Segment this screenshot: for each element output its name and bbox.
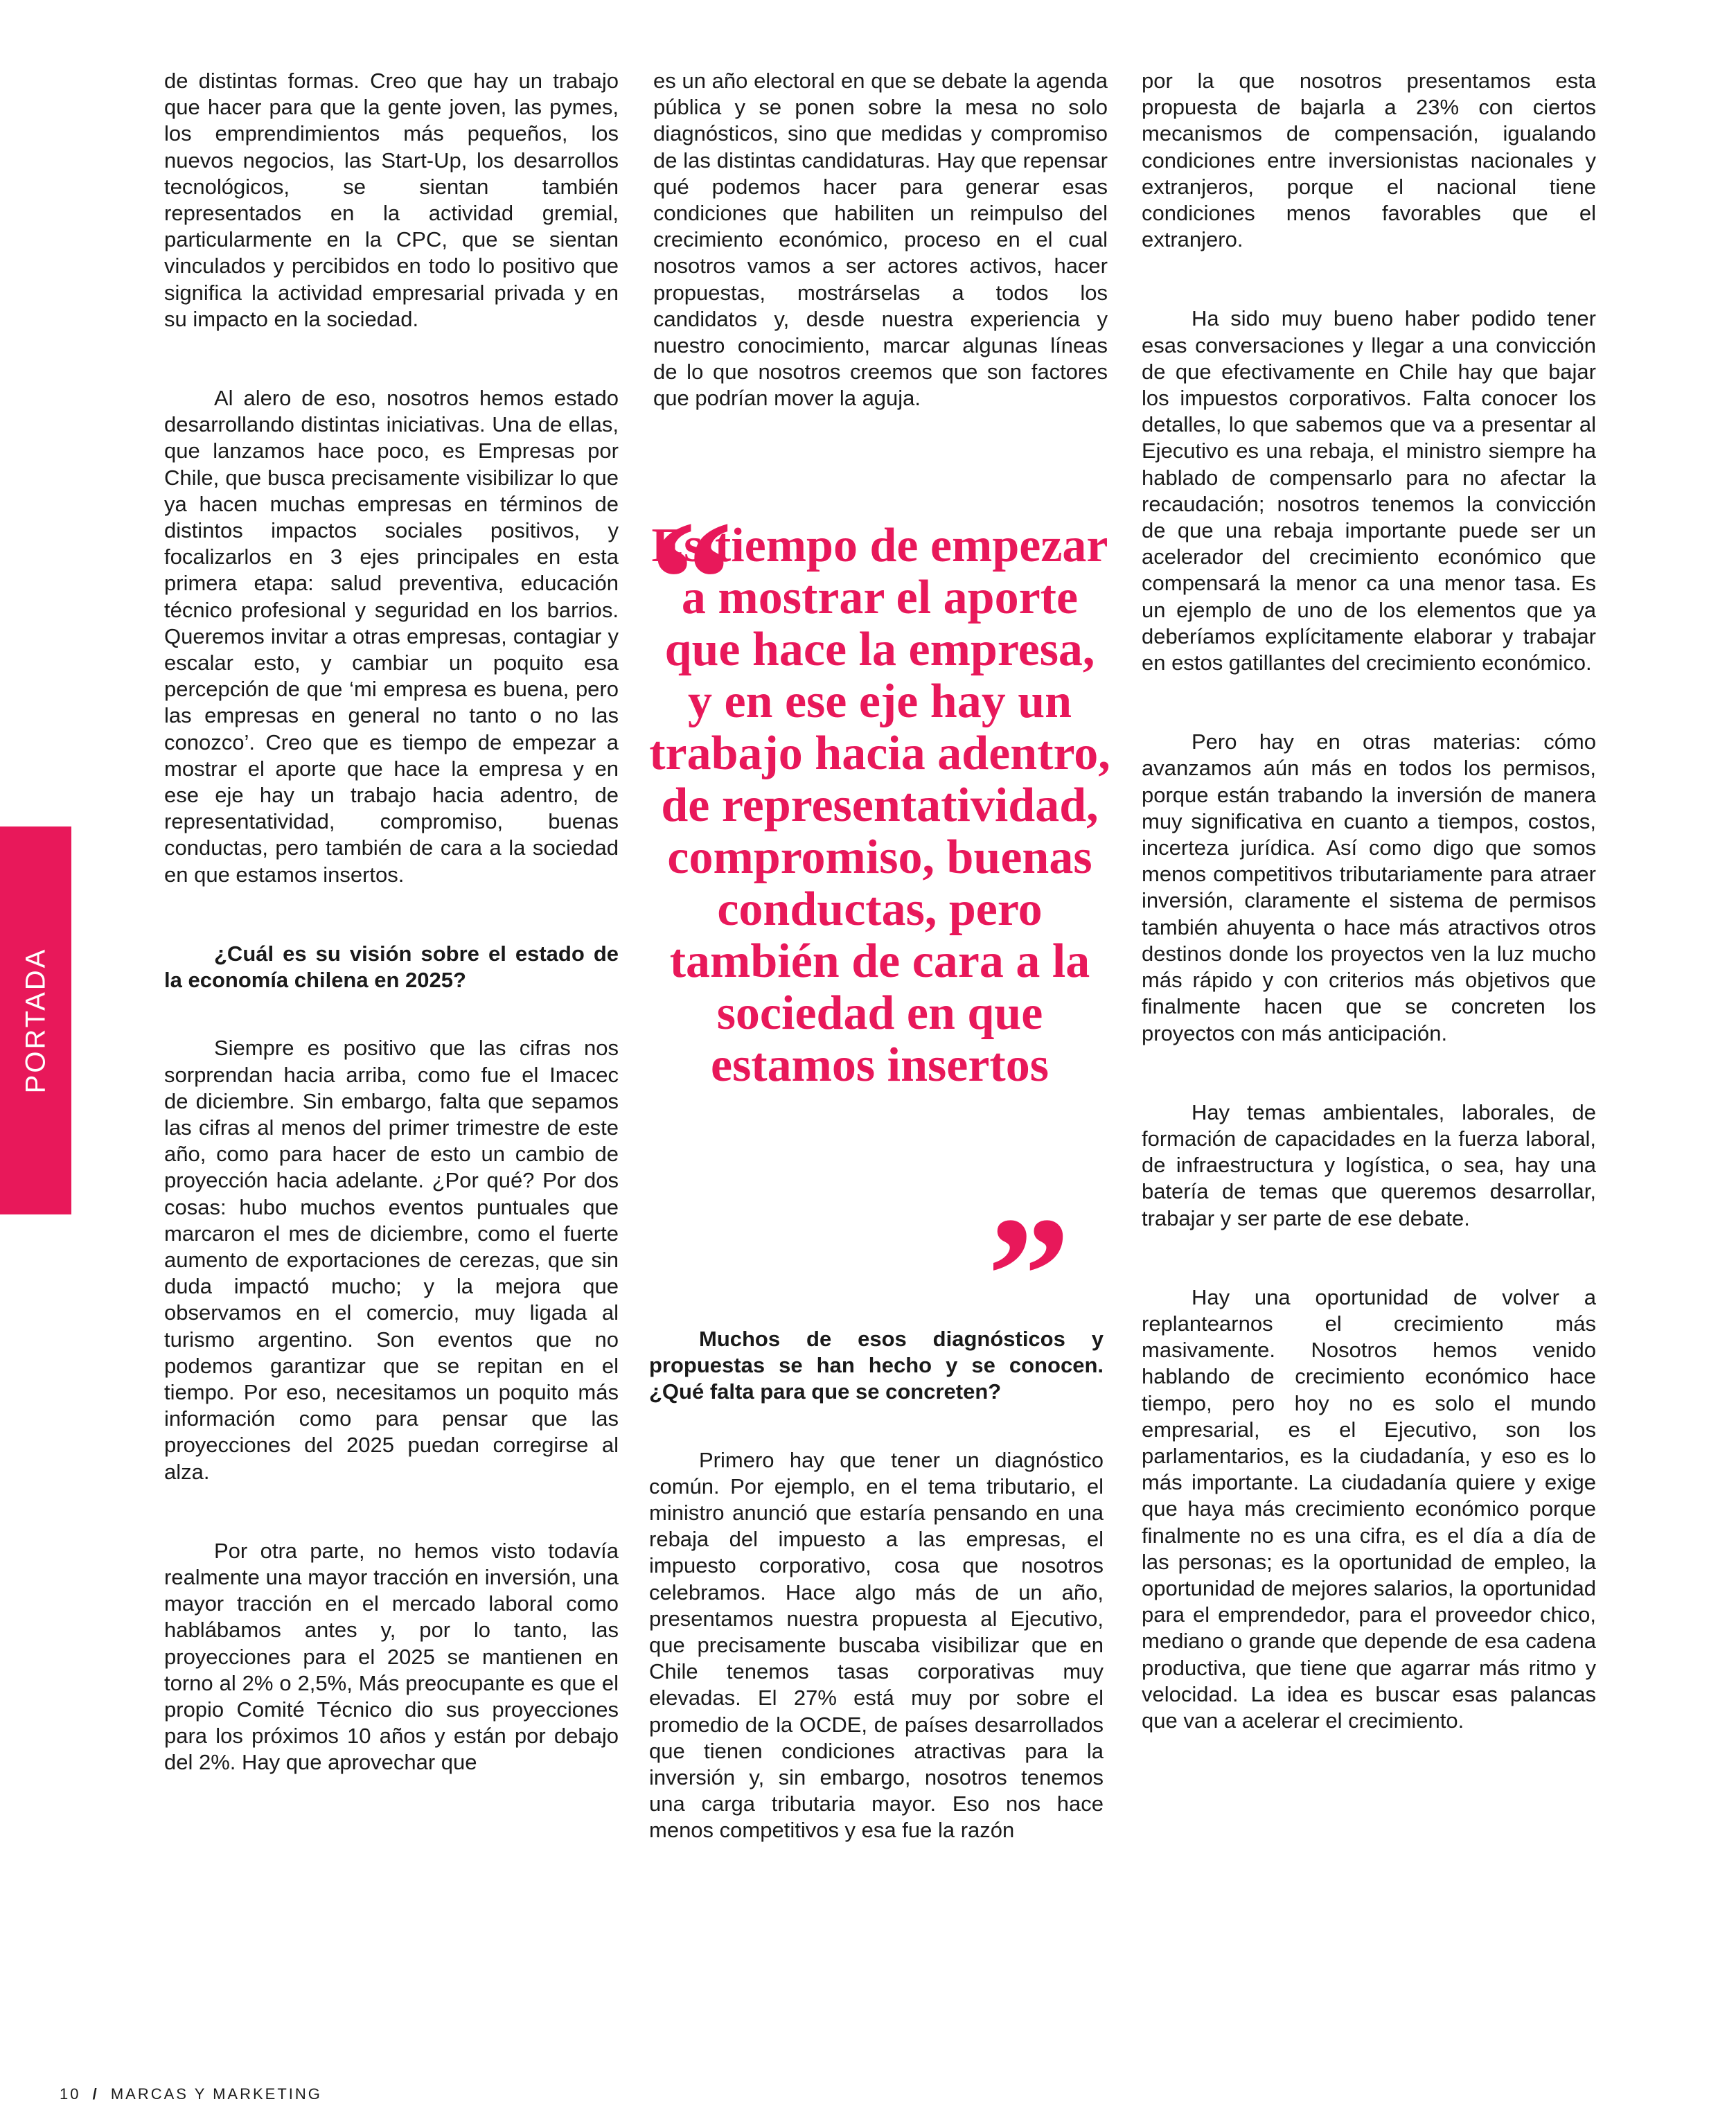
close-quote-icon: ” xyxy=(987,1183,1070,1367)
paragraph: Hay una oportunidad de volver a replantearnos el crecimiento más masivamente. Nosotros hemos venido hablando de crecimiento económico hace tiempo, pero hoy no es solo el mundo empresarial, es el Ejecutivo, son los parlamentarios, es la ciudadanía, y eso es lo más importante. La ciudadanía quiere y exige que haya más crecimiento económico porque finalmente no es una cifra, es el día a día de las personas; es la oportunidad de empleo, la oportunidad de mejores salarios, la oportunidad para el emprendedor, para el proveedor chico, mediano o grande que depende de esa cadena productiva, que tiene que agarrar más ritmo y velocidad. La idea es buscar esas palancas que van a acelerar el crecimiento. xyxy=(1142,1284,1596,1733)
interview-question: Muchos de esos diagnósticos y propuestas se han hecho y se conocen. ¿Qué falta para que se concreten? xyxy=(649,1327,1104,1404)
article-column-2-top xyxy=(653,68,1108,465)
pull-quote-text: Es tiempo de empezar a mostrar el aporte que hace la empresa, y en ese eje hay un trabajo hacia adentro, de representatividad, compromiso, buenas conductas, pero también de cara a la sociedad en que estamos insertos xyxy=(649,519,1110,1092)
article-column-1 xyxy=(164,68,619,1829)
paragraph: Pero hay en otras materias: cómo avanzamos aún más en todos los permisos, porque están trabando la inversión de manera muy significativa en cuanto a tiempos, costos, incerteza jurídica. Así como digo que somos menos competitivos tributariamente para atraer inversión, claramente el sistema de permisos también ahuyenta o hace más atractivos otros destinos donde los proyectos ven la luz mucho más rápido y con criterios más objetivos que finalmente hacen que se concreten los proyectos con más anticipación. xyxy=(1142,730,1596,1045)
paragraph: de distintas formas. Creo que hay un trabajo que hacer para que la gente joven, las pymes, los emprendimientos más pequeños, los nuevos negocios, las Start-Up, los desarrollos tecnológicos, se sientan también representados en la actividad gremial, particularmente en la CPC, que se sientan vinculados y percibidos en todo lo positivo que significa la actividad empresarial privada y en su impacto en la sociedad. xyxy=(164,69,619,331)
paragraph: Siempre es positivo que las cifras nos sorprendan hacia arriba, como fue el Imacec de diciembre. Sin embargo, falta que sepamos las cifras al menos del primer trimestre de este año, como para hacer de esto un cambio de proyección hacia adelante. ¿Por qué? Por dos cosas: hubo muchos eventos puntuales que marcaron el mes de diciembre, como el fuerte aumento de exportaciones de cerezas, que sin duda impactó mucho; y la mejora que observamos en el comercio, muy ligada al turismo argentino. Son eventos que no podemos garantizar que se repitan en el tiempo. Por eso, necesitamos un poquito más información como para pensar que las proyecciones del 2025 puedan corregirse al alza. xyxy=(164,1036,619,1484)
paragraph: Al alero de eso, nosotros hemos estado desarrollando distintas iniciativas. Una de ellas, que lanzamos hace poco, es Empresas por Chile, que busca precisamente visibilizar lo que ya hacen muchas empresas en términos de distintos impactos sociales positivos, y focalizarlos en 3 ejes principales en esta primera etapa: salud preventiva, educación técnico profesional y seguridad en los barrios. Queremos invitar a otras empresas, contagiar y escalar esto, y cambiar un poquito esa percepción de que ‘mi empresa es buena, pero las empresas en general no tanto o no las conozco’. Creo que es tiempo de empezar a mostrar el aporte que hace la empresa y en ese eje hay un trabajo hacia adentro, de representatividad, compromiso, buenas conductas, pero también de cara a la sociedad en que estamos insertos. xyxy=(164,386,619,887)
page-number: 10 xyxy=(60,2085,81,2103)
paragraph: es un año electoral en que se debate la agenda pública y se ponen sobre la mesa no solo diagnósticos, sino que medidas y compromiso de las distintas candidaturas. Hay que repensar qué podemos hacer para generar esas condiciones que habiliten un reimpulso del crecimiento económico, proceso en el cual nosotros vamos a ser actores activos, hacer propuestas, mostrárselas a todos los candidatos y, desde nuestra experiencia y nuestro conocimiento, marcar algunas líneas de lo que nosotros creemos que son factores que podrían mover la aguja. xyxy=(653,69,1108,411)
open-quote-icon: “ xyxy=(650,486,733,671)
paragraph: Hay temas ambientales, laborales, de formación de capacidades en la fuerza laboral, de infraestructura y logística, o sea, hay una batería de temas que queremos desarrollar, trabajar y ser parte de ese debate. xyxy=(1142,1099,1596,1230)
footer-separator: / xyxy=(92,2085,99,2103)
paragraph: Por otra parte, no hemos visto todavía realmente una mayor tracción en inversión, una mayor tracción en el mercado laboral como hablábamos antes y, por lo tanto, las proyecciones para el 2025 se mantienen en torno al 2% o 2,5%, Más preocupante es que el propio Comité Técnico dio sus proyecciones para los próximos 10 años y están por debajo del 2%. Hay que aprovechar que xyxy=(164,1538,619,1775)
article-column-3 xyxy=(1142,68,1596,1787)
interview-question: ¿Cuál es su visión sobre el estado de la economía chilena en 2025? xyxy=(164,941,619,993)
article-column-2-bottom xyxy=(649,1326,1104,1897)
pull-quote xyxy=(648,520,1112,1091)
section-tab xyxy=(0,826,71,1214)
paragraph: Primero hay que tener un diagnóstico común. Por ejemplo, en el tema tributario, el ministro anunció que estaría pensando en una rebaja del impuesto a las empresas, el impuesto corporativo, cosa que nosotros celebramos. Hace algo más de un año, presentamos nuestra propuesta al Ejecutivo, que precisamente buscaba visibilizar que en Chile tenemos tasas corporativas muy elevadas. El 27% está muy por sobre el promedio de la OCDE, de países desarrollados que tienen condiciones atractivas para la inversión y, sin embargo, nosotros tenemos una carga tributaria mayor. Eso nos hace menos competitivos y esa fue la razón xyxy=(649,1447,1104,1843)
paragraph: Ha sido muy bueno haber podido tener esas conversaciones y llegar a una convicción de que efectivamente en Chile hay que bajar los impuestos corporativos. Falta conocer los detalles, lo que sabemos que va a presentar al Ejecutivo es una rebaja, el ministro siempre ha hablado de compensarlo para no afectar la recaudación; nosotros tenemos la convicción de que una rebaja importante puede ser un acelerador del crecimiento económico que compensará la menor ca una menor tasa. Es un ejemplo de uno de los elementos que ya deberíamos explícitamente elaborar y trabajar en estos gatillantes del crecimiento económico. xyxy=(1142,306,1596,675)
section-tab-label: PORTADA xyxy=(20,947,51,1094)
publication-name: MARCAS Y MARKETING xyxy=(110,2085,322,2103)
paragraph: por la que nosotros presentamos esta propuesta de bajarla a 23% con ciertos mecanismos de compensación, igualando condiciones entre inversionistas nacionales y extranjeros, porque el nacional tiene condiciones menos favorables que el extranjero. xyxy=(1142,69,1596,252)
page-footer xyxy=(60,2085,322,2103)
